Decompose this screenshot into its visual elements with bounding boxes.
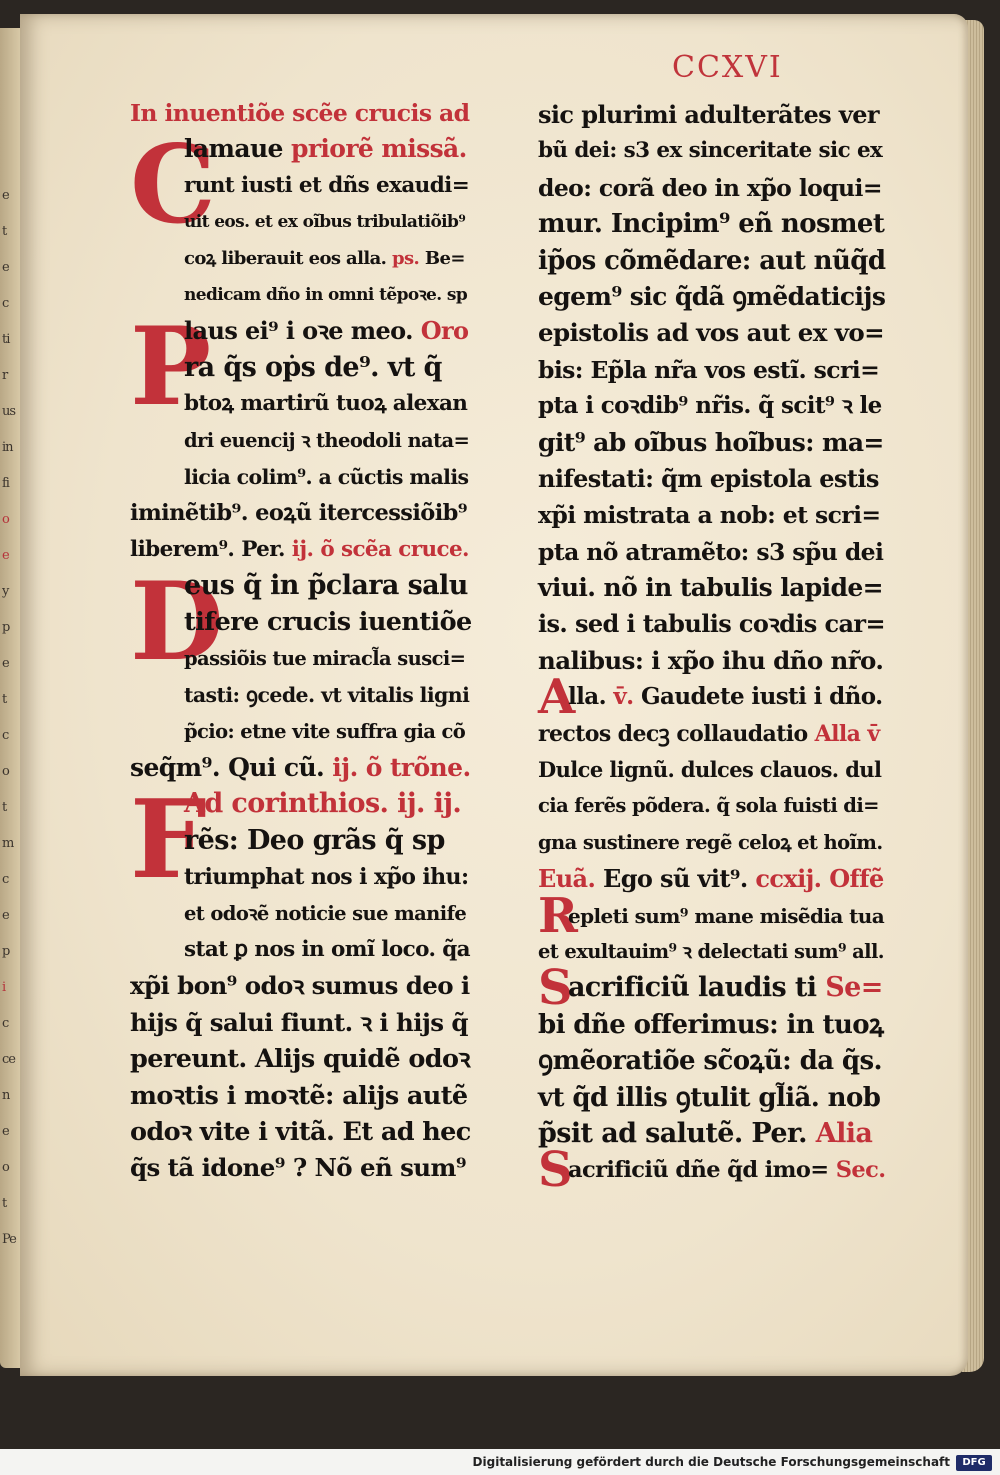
prev-page-fragment: c	[2, 872, 9, 887]
body-text: eus q̃ in p̃clara salu	[184, 570, 468, 602]
body-text: xp̃i mistrata a nob: et scri=	[538, 501, 881, 530]
body-text: pta nõ atramẽto: s3 sp̃u dei	[538, 537, 884, 566]
body-text: Ego sũ vit⁹.	[595, 864, 756, 894]
body-text: nedicam dño in omni tẽpoꝛe. sp	[184, 284, 468, 305]
body-text: et odoꝛẽ noticie sue manife	[184, 901, 467, 925]
rubric-text: ij. õ trõne.	[332, 753, 471, 783]
text-line	[130, 968, 470, 1004]
prev-page-fragment: y	[2, 584, 9, 599]
prev-page-fragment: in	[2, 440, 13, 455]
rubric-text: v̄.	[613, 683, 634, 711]
body-text: Dulce lignũ. dulces clauos. dul	[538, 757, 882, 783]
body-text: tifere crucis iuentiõe	[184, 607, 472, 638]
body-text: p̃cio: etne vite suffra gia cõ	[184, 719, 466, 743]
text-line	[538, 1007, 883, 1043]
body-text: laus ei⁹ i oꝛe meo.	[184, 316, 421, 346]
prev-page-fragment: c	[2, 296, 9, 311]
body-text: bũ dei: s3 ex sinceritate sic ex	[538, 138, 883, 164]
rubric-text: ccxij. Offẽ	[755, 864, 884, 894]
prev-page-fragment: o	[2, 512, 9, 527]
body-text: viui. nõ in tabulis lapide=	[538, 573, 884, 603]
rubricated-initial-small: S	[538, 960, 573, 1017]
prev-page-fragment: e	[2, 908, 9, 923]
body-text: git⁹ ab oĩbus hoĩbus: ma=	[538, 427, 884, 457]
text-line	[130, 459, 470, 495]
prev-page-fragment: r	[2, 368, 8, 383]
body-text: bis: Ep̃la nr̃a vos estĩ. scri=	[538, 355, 880, 384]
rubric-text: Alla v̄	[814, 720, 880, 747]
body-text: moꝛtis i moꝛtẽ: alijs autẽ	[130, 1080, 468, 1111]
rubricated-initial-small: R	[538, 887, 578, 944]
rubric-text: Ad corinthios. ij. ij.	[184, 788, 462, 820]
body-text: xp̃i bon⁹ odoꝛ sumus deo i	[130, 971, 470, 1001]
text-line	[538, 497, 883, 533]
text-line	[538, 1142, 886, 1199]
text-line	[538, 133, 883, 169]
body-text: acrificiũ dñe q̃d imo=	[568, 1157, 836, 1184]
body-text: ꝯmẽoratiõe sc̃oꝝũ: da q̃s.	[538, 1046, 882, 1077]
body-text: hijs q̃ salui fiunt. ꝛ i hijs q̃	[130, 1007, 468, 1037]
body-text: mur. Incipim⁹ eñ nosmet	[538, 209, 885, 240]
text-line	[538, 1116, 883, 1152]
body-text: nalibus: i xp̃o ihu dño nr̃o.	[538, 645, 884, 675]
body-text: p̃sit ad salutẽ. Per.	[538, 1117, 816, 1149]
body-text: deo: corã deo in xp̃o loqui=	[538, 173, 882, 202]
text-line	[538, 570, 883, 606]
body-text: pereunt. Alijs quidẽ odoꝛ	[130, 1044, 470, 1075]
rubricated-initial: P	[130, 304, 211, 431]
body-text: acrificiũ laudis ti	[568, 972, 826, 1004]
text-line	[538, 352, 883, 388]
body-text: sic plurimi adulterãtes ver	[538, 100, 879, 129]
body-text: Be=	[419, 247, 465, 269]
rubricated-initial: F	[130, 777, 207, 904]
footer-strip	[0, 1449, 1000, 1475]
text-line	[538, 315, 883, 351]
rubric-text: Sec.	[835, 1157, 886, 1184]
rubric-text: Euã.	[538, 864, 596, 894]
body-text: egem⁹ sic q̃dã ꝯmẽdaticijs	[538, 281, 886, 311]
prev-page-fragment: c	[2, 1016, 9, 1031]
rubric-text: In inuentiõe scẽe crucis ad	[130, 99, 470, 127]
digitization-credit: Digitalisierung gefördert durch die Deutsche Forschungsgemeinschaft	[472, 1455, 950, 1469]
body-text: passiõis tue miracl̃a susci=	[184, 646, 466, 670]
text-line	[538, 861, 883, 897]
text-line	[538, 825, 883, 861]
rubric-text: ij. õ scẽa cruce.	[291, 536, 469, 562]
text-line	[538, 934, 883, 970]
text-line	[538, 534, 883, 570]
text-line	[538, 788, 883, 824]
text-line	[538, 960, 883, 1017]
body-text: nifestati: q̃m epistola estis	[538, 463, 879, 493]
text-line	[130, 1078, 470, 1114]
body-text: triumphat nos i xp̃o ihu:	[184, 864, 469, 891]
prev-page-fragment: ti	[2, 332, 10, 347]
body-text: cia ferẽs põdera. q̃ sola fuisti di=	[538, 794, 879, 818]
body-text: et exultauim⁹ ꝛ delectati sum⁹ all.	[538, 939, 884, 963]
text-line	[538, 170, 883, 206]
body-text: odoꝛ vite i vitã. Et ad hec	[130, 1116, 471, 1147]
rubricated-initial: D	[130, 559, 224, 686]
text-line	[538, 643, 883, 679]
prev-page-fragment: p	[2, 944, 10, 959]
text-line	[538, 206, 883, 242]
body-text: lamaue	[184, 134, 291, 164]
text-line	[130, 495, 470, 531]
prev-page-fragment: us	[2, 404, 16, 419]
rubric-text: Alia	[815, 1117, 873, 1149]
body-text: epleti sum⁹ mane misẽdia tua	[568, 903, 885, 928]
rubric-text: priorẽ missã.	[290, 134, 467, 164]
body-text: uit eos. et ex oĩbus tribulatiõib⁹	[184, 212, 466, 233]
body-text: liberem⁹. Per.	[130, 536, 292, 562]
body-text: lla.	[568, 683, 614, 711]
prev-page-fragment: c	[2, 728, 9, 743]
prev-page-fragment: o	[2, 1160, 9, 1175]
body-text: bi dñe offerimus: in tuoꝝ	[538, 1009, 884, 1040]
body-text: rẽs: Deo grãs q̃ sp	[184, 824, 445, 856]
text-line	[130, 1114, 470, 1150]
rubricated-initial-small: A	[538, 669, 575, 726]
body-text: pta i coꝛdib⁹ nr̃is. q̃ scit⁹ ꝛ le	[538, 392, 882, 420]
prev-page-fragment: i	[2, 980, 6, 995]
text-line	[538, 887, 885, 944]
body-text: ra q̃s oṗs de⁹. vt q̃	[184, 351, 442, 383]
rubric-text: ps.	[392, 247, 420, 269]
body-text: epistolis ad vos aut ex vo=	[538, 318, 885, 348]
text-line	[538, 388, 883, 424]
body-text: is. sed i tabulis coꝛdis car=	[538, 609, 885, 639]
body-text: runt iusti et dñs exaudi=	[184, 172, 470, 198]
text-line	[130, 714, 470, 750]
text-line	[538, 97, 883, 133]
body-text: vt q̃d illis ꝯtulit gl̃iã. nob	[538, 1082, 881, 1113]
body-text: stat ꝑ nos in omĩ loco. q̃a	[184, 936, 470, 962]
prev-page-fragment: m	[2, 836, 14, 851]
prev-page-fragment: Pe	[2, 1232, 16, 1247]
prev-page-fragment: t	[2, 224, 7, 239]
text-line	[130, 932, 470, 968]
text-column-left	[130, 95, 470, 1187]
prev-page-fragment: e	[2, 548, 9, 563]
text-line	[538, 1080, 883, 1116]
text-column-right	[538, 97, 886, 1199]
rubricated-initial-small: S	[538, 1142, 573, 1199]
text-line	[130, 95, 470, 131]
prev-page-fragment: e	[2, 1124, 9, 1139]
prev-page-fragment: e	[2, 656, 9, 671]
text-line	[130, 1150, 470, 1186]
text-line	[538, 1043, 883, 1079]
prev-page-fragment: fi	[2, 476, 9, 491]
text-line	[130, 750, 470, 786]
body-text: rectos decꝫ collaudatio	[538, 720, 815, 747]
text-line	[538, 606, 883, 642]
text-line	[538, 752, 883, 788]
body-text: iminẽtib⁹. eoꝝũ itercessiõib⁹	[130, 500, 468, 527]
body-text: tasti: ꝯcede. vt vitalis ligni	[184, 683, 470, 708]
body-text: Gaudete iusti i dño.	[633, 683, 883, 711]
text-line	[538, 425, 883, 461]
text-line	[130, 1005, 470, 1041]
prev-page-fragment: t	[2, 692, 7, 707]
prev-page-fragment: ce	[2, 1052, 15, 1067]
prev-page-fragment: p	[2, 620, 10, 635]
rubricated-initial: C	[130, 122, 216, 249]
body-text: q̃s tã idone⁹ ? Nõ eñ sum⁹	[130, 1153, 466, 1183]
folio-number: CCXVI	[672, 50, 783, 85]
dfg-logo: DFG	[956, 1455, 992, 1471]
prev-page-fragment: o	[2, 764, 9, 779]
body-text: dri euencij ꝛ theodoli nata=	[184, 428, 470, 452]
text-line	[538, 669, 883, 726]
prev-page-fragment: t	[2, 1196, 7, 1211]
rubric-text: Se=	[825, 972, 883, 1004]
text-line	[538, 243, 886, 279]
prev-page-fragment: e	[2, 260, 9, 275]
body-text: gna sustinere regẽ celoꝝ et hoĩm.	[538, 830, 883, 854]
prev-page-fragment: n	[2, 1088, 10, 1103]
rubric-text: Oro	[420, 316, 469, 346]
text-line	[130, 1041, 470, 1077]
prev-page-fragment: e	[2, 188, 9, 203]
body-text: btoꝝ martirũ tuoꝝ alexan	[184, 391, 468, 417]
body-text: ip̃os cõmẽdare: aut nũq̃d	[538, 245, 886, 276]
text-line	[538, 279, 886, 315]
body-text: licia colim⁹. a cũctis malis	[184, 464, 469, 489]
text-line	[538, 716, 883, 752]
body-text: seq̃m⁹. Qui cũ.	[130, 753, 333, 783]
body-text: coꝝ liberauit eos alla.	[184, 247, 392, 269]
prev-page-fragment: t	[2, 800, 7, 815]
text-line	[130, 532, 470, 568]
text-line	[538, 461, 883, 497]
